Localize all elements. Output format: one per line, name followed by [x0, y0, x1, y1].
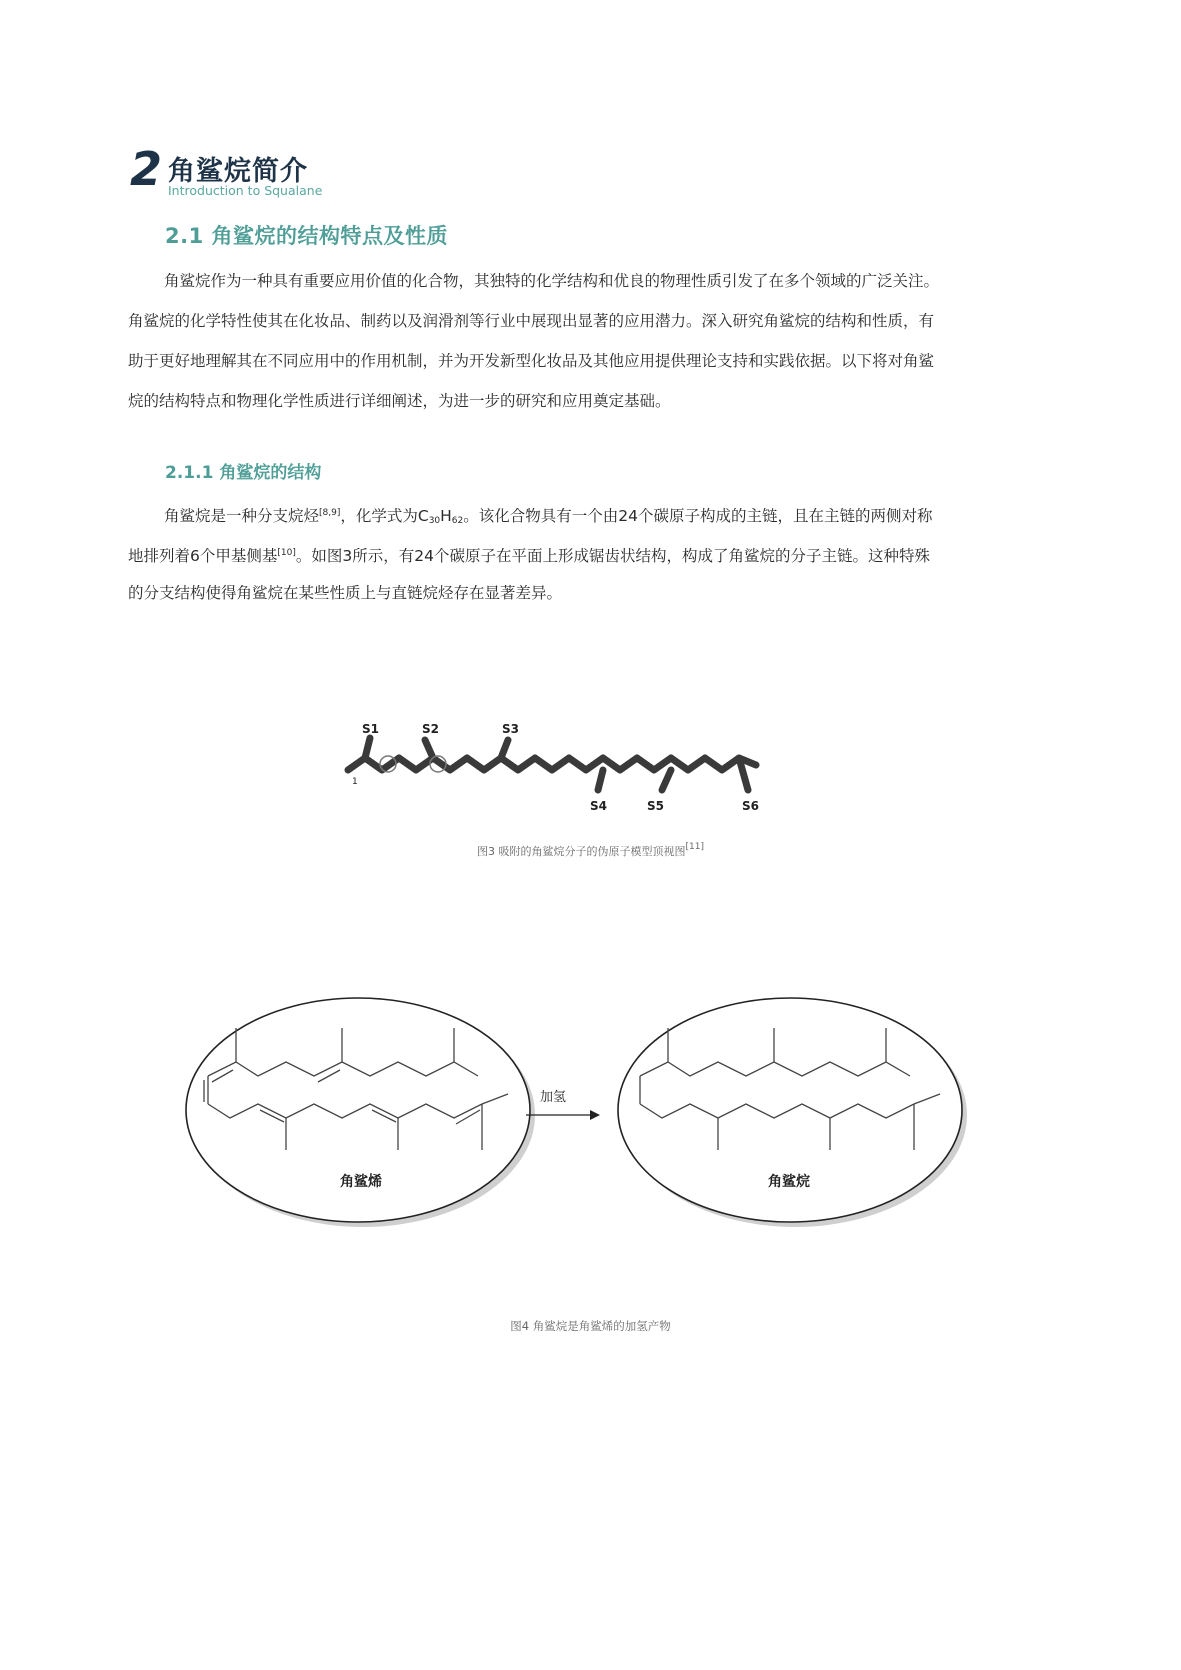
- label-s6: S6: [742, 799, 759, 813]
- text-run: 地排列着6个甲基侧基: [128, 547, 278, 565]
- label-marker: 1: [352, 777, 358, 787]
- paragraph-line: [128, 533, 1058, 573]
- caption-text: 图3 吸附的角鲨烷分子的伪原子模型顶视图: [477, 845, 686, 858]
- subscript: 30: [428, 516, 441, 526]
- label-s5: S5: [647, 799, 664, 813]
- squalene-label: 角鲨烯: [340, 1174, 382, 1190]
- section-title: 2.1 角鲨烷的结构特点及性质: [165, 224, 449, 248]
- figure3-caption: [0, 842, 1181, 859]
- subscript: 62: [451, 516, 464, 526]
- text-run: 角鲨烷是一种分支烷烃: [164, 507, 320, 525]
- chapter-number-graphic: [128, 145, 166, 189]
- paragraph-line: 助于更好地理解其在不同应用中的作用机制，并为开发新型化妆品及其他应用提供理论支持和实践依据。以下将对角鲨: [128, 352, 935, 370]
- paragraph-line: 烷的结构特点和物理化学性质进行详细阐述，为进一步的研究和应用奠定基础。: [128, 392, 671, 410]
- subsection-title: 2.1.1 角鲨烷的结构: [165, 463, 322, 483]
- paragraph-line: 的分支结构使得角鲨烷在某些性质上与直链烷烃存在显著差异。: [128, 584, 563, 602]
- citation: [8,9]: [319, 508, 341, 518]
- arrow-head: [590, 1110, 600, 1120]
- text-run: ，化学式为C: [340, 507, 429, 525]
- citation: [10]: [277, 548, 296, 558]
- squalane-label: 角鲨烷: [768, 1174, 810, 1190]
- chapter-subtitle: Introduction to Squalane: [168, 183, 323, 198]
- section-paragraph: [128, 261, 1058, 421]
- label-s1: S1: [362, 722, 379, 736]
- label-s4: S4: [590, 799, 607, 813]
- molecule-backbone: [348, 738, 756, 790]
- chapter-number: 2: [130, 145, 163, 189]
- citation: [11]: [685, 842, 704, 852]
- text-run: H: [440, 507, 452, 525]
- text-run: 。该化合物具有一个由24个碳原子构成的主链，且在主链的两侧对称: [463, 507, 933, 525]
- chapter-header: [128, 145, 528, 205]
- label-s2: S2: [422, 722, 439, 736]
- figure3-molecule-model: [340, 720, 790, 820]
- chapter-title: 角鲨烷简介: [168, 156, 308, 187]
- text-run: 。如图3所示，有24个碳原子在平面上形成锯齿状结构，构成了角鲨烷的分子主链。这种特殊: [295, 547, 930, 565]
- paragraph-line: [128, 493, 1058, 533]
- figure4-hydrogenation-diagram: [178, 990, 1008, 1280]
- paragraph-line: 角鲨烷的化学特性使其在化妆品、制药以及润滑剂等行业中展现出显著的应用潜力。深入研究角鲨烷的结构和性质，有: [128, 312, 935, 330]
- label-s3: S3: [502, 722, 519, 736]
- figure4-caption: 图4 角鲨烷是角鲨烯的加氢产物: [510, 1319, 671, 1333]
- subsection-paragraph: [128, 493, 1058, 613]
- arrow-label: 加氢: [540, 1090, 567, 1105]
- paragraph-line: 角鲨烷作为一种具有重要应用价值的化合物，其独特的化学结构和优良的物理性质引发了在多个领域的广泛关注。: [164, 272, 940, 290]
